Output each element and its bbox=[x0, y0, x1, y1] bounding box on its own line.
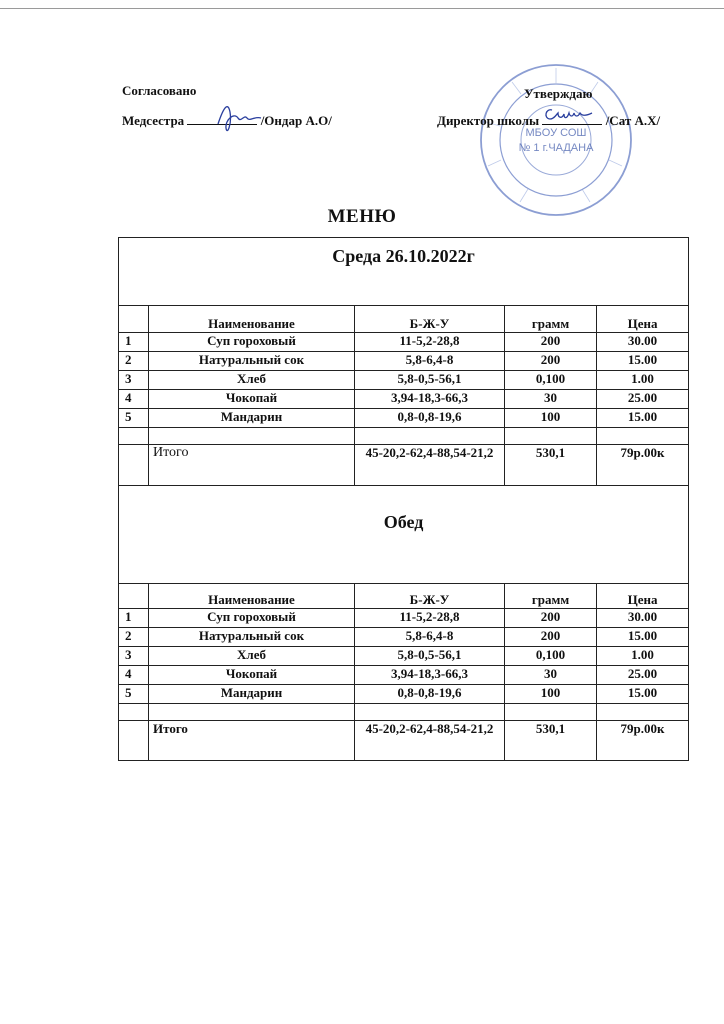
row-num: 4 bbox=[119, 390, 149, 409]
section-title-row bbox=[119, 238, 689, 306]
row-num: 3 bbox=[119, 647, 149, 666]
table-row bbox=[119, 628, 689, 647]
row-gram: 0,100 bbox=[505, 647, 597, 666]
col-name-header: Наименование bbox=[149, 306, 355, 333]
row-bju: 0,8-0,8-19,6 bbox=[355, 685, 505, 704]
nurse-signature bbox=[214, 98, 266, 138]
row-bju: 11-5,2-28,8 bbox=[355, 333, 505, 352]
agreed-label: Согласовано bbox=[122, 83, 197, 98]
stamp-text-line2: № 1 г.ЧАДАНА bbox=[518, 142, 594, 154]
col-bju-header: Б-Ж-У bbox=[355, 306, 505, 333]
row-gram: 100 bbox=[505, 685, 597, 704]
empty-row bbox=[119, 704, 689, 721]
row-bju: 5,8-6,4-8 bbox=[355, 352, 505, 371]
row-name: Натуральный сок bbox=[149, 352, 355, 371]
empty-row bbox=[119, 428, 689, 445]
stamp-text-line1: МБОУ СОШ bbox=[525, 127, 587, 139]
row-bju: 3,94-18,3-66,3 bbox=[355, 666, 505, 685]
total-gram: 530,1 bbox=[505, 445, 597, 486]
row-price: 15.00 bbox=[597, 409, 689, 428]
row-price: 1.00 bbox=[597, 371, 689, 390]
table-row bbox=[119, 647, 689, 666]
row-gram: 100 bbox=[505, 409, 597, 428]
row-num: 5 bbox=[119, 685, 149, 704]
row-gram: 200 bbox=[505, 333, 597, 352]
row-price: 30.00 bbox=[597, 333, 689, 352]
director-name: /Сат А.Х/ bbox=[605, 113, 661, 128]
row-num: 2 bbox=[119, 628, 149, 647]
row-name: Хлеб bbox=[149, 647, 355, 666]
row-price: 15.00 bbox=[597, 685, 689, 704]
section-title-row bbox=[119, 486, 689, 584]
table-row bbox=[119, 409, 689, 428]
row-num: 2 bbox=[119, 352, 149, 371]
director-signature bbox=[540, 104, 596, 126]
column-header-row bbox=[119, 306, 689, 333]
table-row bbox=[119, 371, 689, 390]
column-header-row bbox=[119, 584, 689, 609]
row-gram: 200 bbox=[505, 628, 597, 647]
col-name-header: Наименование bbox=[149, 584, 355, 609]
row-bju: 5,8-0,5-56,1 bbox=[355, 371, 505, 390]
col-num-header bbox=[119, 306, 149, 333]
row-name: Мандарин bbox=[149, 685, 355, 704]
total-label: Итого bbox=[149, 721, 355, 761]
section-title-day: Среда 26.10.2022г bbox=[119, 238, 689, 306]
total-bju: 45-20,2-62,4-88,54-21,2 bbox=[355, 721, 505, 761]
total-price: 79р.00к bbox=[597, 445, 689, 486]
row-price: 25.00 bbox=[597, 666, 689, 685]
total-gram: 530,1 bbox=[505, 721, 597, 761]
col-price-header: Цена bbox=[597, 584, 689, 609]
row-price: 1.00 bbox=[597, 647, 689, 666]
row-bju: 5,8-6,4-8 bbox=[355, 628, 505, 647]
row-name: Чокопай bbox=[149, 390, 355, 409]
row-gram: 30 bbox=[505, 666, 597, 685]
total-row bbox=[119, 721, 689, 761]
row-num: 1 bbox=[119, 333, 149, 352]
row-name: Чокопай bbox=[149, 666, 355, 685]
section-title-lunch: Обед bbox=[119, 486, 689, 584]
row-num: 4 bbox=[119, 666, 149, 685]
row-name: Суп гороховый bbox=[149, 333, 355, 352]
nurse-label: Медсестра bbox=[122, 113, 185, 128]
approve-label: Утверждаю bbox=[524, 86, 593, 101]
table-row bbox=[119, 685, 689, 704]
col-price-header: Цена bbox=[597, 306, 689, 333]
table-row bbox=[119, 609, 689, 628]
row-name: Натуральный сок bbox=[149, 628, 355, 647]
row-num: 3 bbox=[119, 371, 149, 390]
row-bju: 0,8-0,8-19,6 bbox=[355, 409, 505, 428]
table-row bbox=[119, 666, 689, 685]
row-bju: 3,94-18,3-66,3 bbox=[355, 390, 505, 409]
table-row bbox=[119, 333, 689, 352]
row-price: 25.00 bbox=[597, 390, 689, 409]
table-row bbox=[119, 390, 689, 409]
row-name: Суп гороховый bbox=[149, 609, 355, 628]
col-gram-header: грамм bbox=[505, 584, 597, 609]
row-gram: 30 bbox=[505, 390, 597, 409]
row-bju: 5,8-0,5-56,1 bbox=[355, 647, 505, 666]
total-bju: 45-20,2-62,4-88,54-21,2 bbox=[355, 445, 505, 486]
row-gram: 200 bbox=[505, 352, 597, 371]
director-label: Директор школы bbox=[437, 113, 540, 128]
row-price: 30.00 bbox=[597, 609, 689, 628]
row-num: 1 bbox=[119, 609, 149, 628]
row-gram: 200 bbox=[505, 609, 597, 628]
row-price: 15.00 bbox=[597, 352, 689, 371]
scan-top-edge bbox=[0, 8, 724, 9]
row-bju: 11-5,2-28,8 bbox=[355, 609, 505, 628]
menu-title: МЕНЮ bbox=[327, 206, 397, 227]
col-num-header bbox=[119, 584, 149, 609]
total-row bbox=[119, 445, 689, 486]
total-price: 79р.00к bbox=[597, 721, 689, 761]
col-bju-header: Б-Ж-У bbox=[355, 584, 505, 609]
row-gram: 0,100 bbox=[505, 371, 597, 390]
menu-table bbox=[118, 237, 689, 761]
row-name: Хлеб bbox=[149, 371, 355, 390]
total-label: Итого bbox=[149, 445, 355, 486]
row-price: 15.00 bbox=[597, 628, 689, 647]
row-num: 5 bbox=[119, 409, 149, 428]
table-row bbox=[119, 352, 689, 371]
col-gram-header: грамм bbox=[505, 306, 597, 333]
row-name: Мандарин bbox=[149, 409, 355, 428]
nurse-name: /Ондар А.О/ bbox=[260, 113, 332, 128]
